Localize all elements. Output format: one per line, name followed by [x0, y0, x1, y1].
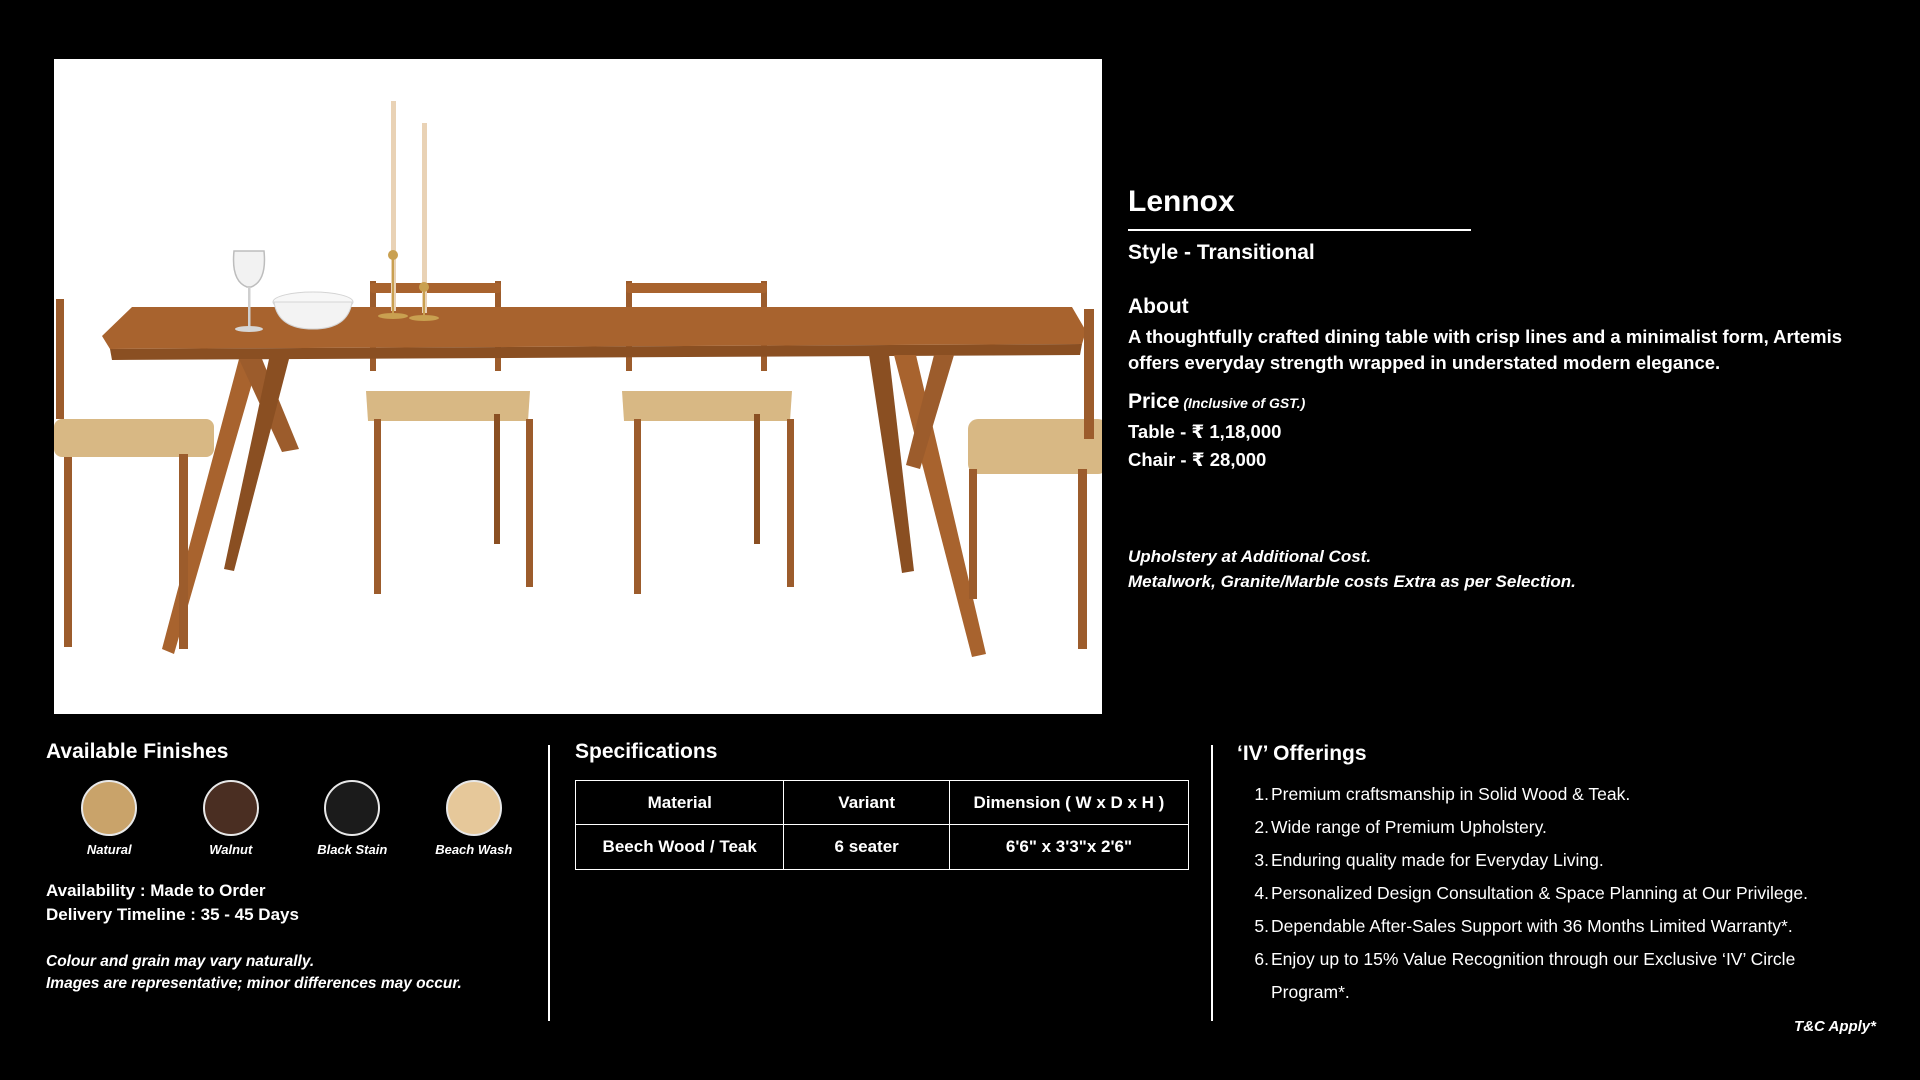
list-item: [1237, 910, 1877, 943]
swatch-label: Walnut: [209, 842, 253, 857]
swatch-natural[interactable]: [60, 780, 159, 857]
note-metalwork: Metalwork, Granite/Marble costs Extra as per Selection.: [1128, 572, 1576, 591]
price-chair: Chair - ₹ 28,000: [1128, 449, 1267, 470]
specs-table: [575, 780, 1189, 870]
swatch-list: [60, 780, 546, 857]
swatch-circle: [446, 780, 502, 836]
about-heading: About: [1128, 295, 1189, 318]
specs-header-variant: Variant: [784, 781, 950, 825]
list-number: 6.: [1254, 949, 1269, 969]
specs-title: Specifications: [575, 740, 718, 763]
specs-header-row: [576, 781, 1189, 825]
swatch-circle: [203, 780, 259, 836]
product-image: [54, 59, 1102, 714]
list-number: 4.: [1254, 883, 1269, 903]
swatch-label: Natural: [86, 842, 132, 857]
availability: Availability : Made to Order: [46, 881, 266, 900]
swatch-label: Beach Wash: [435, 842, 513, 857]
product-title: Lennox: [1128, 185, 1471, 231]
swatch-circle: [324, 780, 380, 836]
price-table: Table - ₹ 1,18,000: [1128, 421, 1282, 442]
about-text: A thoughtfully crafted dining table with crisp lines and a minimalist form, Artemis offers everyday strength wrapped in understated modern elegance.: [1128, 326, 1843, 373]
list-text: Dependable After-Sales Support with 36 Months Limited Warranty*.: [1271, 916, 1793, 936]
list-number: 3.: [1254, 850, 1269, 870]
availability-info: [46, 879, 546, 927]
finishes-section: [46, 740, 546, 995]
disclaimer-images: Images are representative; minor differences may occur.: [46, 975, 462, 992]
finishes-title: Available Finishes: [46, 740, 229, 763]
specs-variant: 6 seater: [784, 825, 950, 870]
specifications-section: [575, 740, 1189, 870]
price-heading: [1128, 390, 1868, 414]
divider-left: [548, 745, 550, 1021]
terms-apply[interactable]: T&C Apply*: [1794, 1018, 1876, 1035]
list-item: [1237, 811, 1877, 844]
list-number: 1.: [1254, 784, 1269, 804]
offerings-title: ‘IV’ Offerings: [1237, 742, 1367, 765]
swatch-beach-wash[interactable]: [425, 780, 524, 857]
dining-set-illustration: [54, 59, 1102, 714]
swatch-black-stain[interactable]: [303, 780, 402, 857]
price-heading-label: Price: [1128, 390, 1180, 413]
list-item: [1237, 877, 1877, 910]
note-upholstery: Upholstery at Additional Cost.: [1128, 547, 1372, 566]
table-row: [576, 825, 1189, 870]
list-text: Enjoy up to 15% Value Recognition through our Exclusive ‘IV’ Circle Program*.: [1271, 949, 1796, 1002]
swatch-walnut[interactable]: [182, 780, 281, 857]
list-text: Enduring quality made for Everyday Living.: [1271, 850, 1604, 870]
cost-notes: [1128, 544, 1868, 594]
list-number: 2.: [1254, 817, 1269, 837]
offerings-section: [1237, 742, 1877, 1009]
list-text: Personalized Design Consultation & Space Planning at Our Privilege.: [1271, 883, 1808, 903]
swatch-circle: [81, 780, 137, 836]
list-item: [1237, 778, 1877, 811]
specs-material: Beech Wood / Teak: [576, 825, 784, 870]
swatch-label: Black Stain: [317, 842, 388, 857]
offerings-list: [1237, 778, 1877, 1009]
specs-header-material: Material: [576, 781, 784, 825]
price-list: [1128, 418, 1868, 474]
list-item: [1237, 943, 1877, 1009]
specs-dimension: 6'6" x 3'3"x 2'6": [949, 825, 1188, 870]
disclaimer: [46, 951, 546, 995]
price-note: (Inclusive of GST.): [1183, 395, 1306, 411]
list-number: 5.: [1254, 916, 1269, 936]
list-text: Premium craftsmanship in Solid Wood & Teak.: [1271, 784, 1631, 804]
divider-right: [1211, 745, 1213, 1021]
delivery-timeline: Delivery Timeline : 35 - 45 Days: [46, 905, 299, 924]
list-text: Wide range of Premium Upholstery.: [1271, 817, 1547, 837]
list-item: [1237, 844, 1877, 877]
specs-header-dimension: Dimension ( W x D x H ): [949, 781, 1188, 825]
product-info-panel: [1128, 185, 1868, 594]
disclaimer-colour: Colour and grain may vary naturally.: [46, 953, 315, 970]
product-style: Style - Transitional: [1128, 241, 1315, 264]
